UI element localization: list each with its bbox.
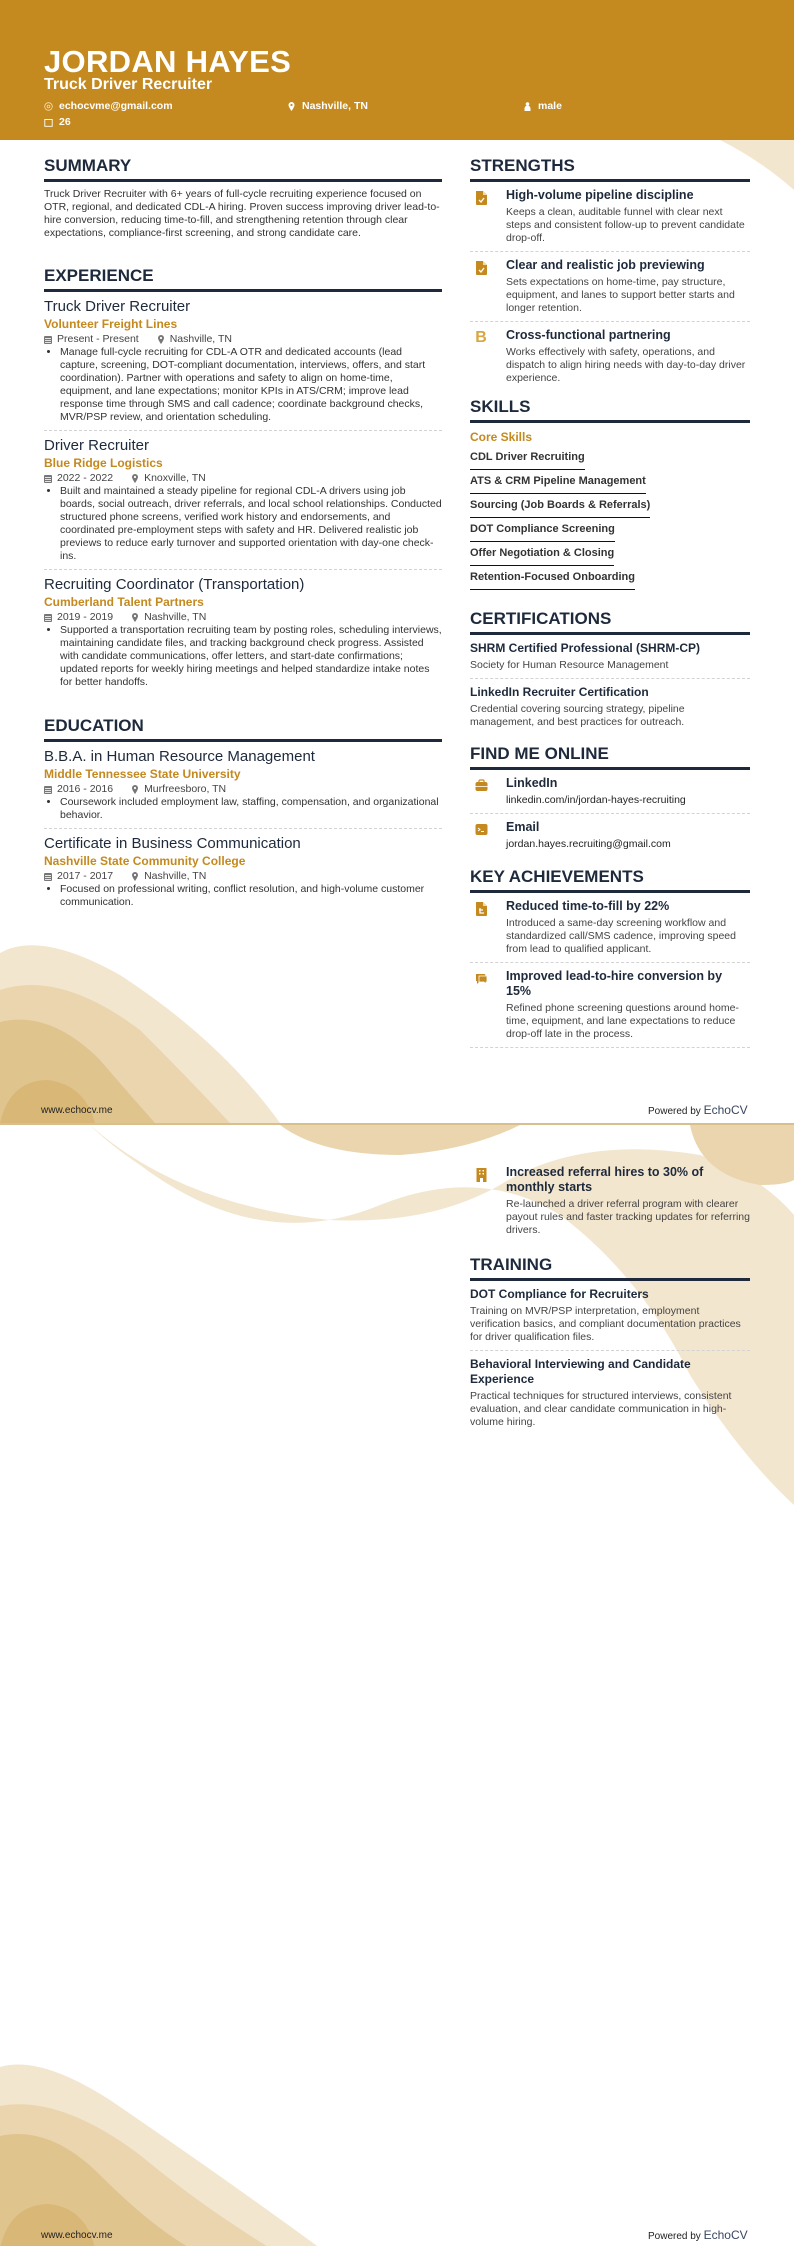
linkedin-link[interactable]: linkedin.com/in/jordan-hayes-recruiting — [506, 794, 686, 806]
achievement-item: Reduced time-to-fill by 22% Introduced a same-day screening workflow and standardized call/SMS cadence, improving speed from lead to qualified applicant. — [470, 899, 750, 956]
education-item — [44, 748, 442, 822]
footer-powered: Powered by EchoCV — [648, 2228, 748, 2242]
divider — [470, 321, 750, 322]
letter-b-icon: B — [475, 329, 487, 346]
training-title: DOT Compliance for Recruiters — [470, 1287, 649, 1301]
online-item-linkedin: LinkedIn linkedin.com/in/jordan-hayes-recruiting — [470, 776, 750, 807]
divider — [470, 1350, 750, 1351]
building-icon — [475, 1167, 488, 1182]
contact-email: echocvme@gmail.com — [44, 100, 173, 112]
degree-title: Certificate in Business Communication — [44, 835, 301, 852]
contact-gender: male — [523, 100, 562, 112]
experience-section — [44, 266, 442, 689]
education-section — [44, 716, 442, 909]
divider — [470, 962, 750, 963]
skill-item: DOT Compliance Screening — [470, 520, 615, 542]
job-dates: 2022 - 2022 — [44, 471, 113, 485]
strength-item: B Cross-functional partnering Works effectively with safety, operations, and dispatch to align hiring needs with day-to-day driver experience. — [475, 328, 746, 384]
section-heading: CERTIFICATIONS — [470, 609, 750, 635]
job-location: Nashville, TN — [157, 332, 232, 346]
job-dates: Present - Present — [44, 332, 139, 346]
job-bullet: • Manage full-cycle recruiting for CDL-A OTR and dedicated accounts (lead capture, screening, DOT-compliant documentation, interviews, offers, and start coordination). Partner with operations and safety to align on home-time, equipment, and lane expectations; monitor KPIs in ATS/CRM; improve lead response time through SMS and call cadence; coordinate background checks, MVR/PSP review, and orientation scheduling. — [60, 346, 442, 424]
echocv-brand: EchoCV — [703, 2228, 748, 2242]
school-name: Middle Tennessee State University — [44, 767, 241, 781]
candidate-name: JORDAN HAYES — [44, 44, 292, 79]
edu-dates: 2017 - 2017 — [44, 869, 113, 883]
skill-item: CDL Driver Recruiting — [470, 448, 585, 470]
resume-header — [0, 0, 794, 140]
divider — [470, 678, 750, 679]
cert-title: LinkedIn Recruiter Certification — [470, 685, 649, 699]
skill-item: Sourcing (Job Boards & Referrals) — [470, 496, 650, 518]
section-heading: STRENGTHS — [470, 156, 750, 182]
company-name: Cumberland Talent Partners — [44, 595, 204, 609]
location-pin-icon — [157, 335, 165, 344]
location-pin-icon — [287, 102, 296, 111]
job-location: Knoxville, TN — [131, 471, 206, 485]
divider — [470, 1047, 750, 1048]
degree-title: B.B.A. in Human Resource Management — [44, 748, 315, 765]
summary-section — [44, 156, 442, 240]
cert-desc: Credential covering sourcing strategy, pipeline management, and best practices for outreach. — [470, 703, 685, 728]
section-heading: KEY ACHIEVEMENTS — [470, 867, 750, 893]
footer-powered: Powered by EchoCV — [648, 1103, 748, 1117]
section-heading: SKILLS — [470, 397, 750, 423]
footer-site: www.echocv.me — [41, 1105, 113, 1116]
edu-dates: 2016 - 2016 — [44, 782, 113, 796]
section-heading: SUMMARY — [44, 156, 442, 182]
edu-location: Murfreesboro, TN — [131, 782, 226, 796]
cert-title: SHRM Certified Professional (SHRM-CP) — [470, 641, 701, 655]
terminal-icon — [475, 822, 488, 837]
company-name: Volunteer Freight Lines — [44, 317, 178, 331]
strength-item: Clear and realistic job previewing Sets expectations on home-time, pay structure, equipment, and lanes to support better starts and longer retention. — [470, 258, 750, 315]
skills-group-label: Core Skills — [470, 430, 533, 444]
training-title: Behavioral Interviewing and Candidate Experience — [470, 1357, 691, 1386]
job-dates: 2019 - 2019 — [44, 610, 113, 624]
experience-item — [44, 437, 442, 563]
achievement-item: Increased referral hires to 30% of monthly starts Re-launched a driver referral program with clearer payout rules and faster tracking updates for referring drivers. — [470, 1165, 750, 1237]
candidate-title: Truck Driver Recruiter — [44, 76, 213, 93]
online-item-email: Email jordan.hayes.recruiting@gmail.com — [470, 820, 750, 851]
experience-item — [44, 576, 442, 689]
divider — [470, 251, 750, 252]
edu-location: Nashville, TN — [131, 869, 206, 883]
find-me-online-section — [470, 744, 750, 851]
calendar-icon — [44, 335, 52, 344]
skill-item: Offer Negotiation & Closing — [470, 544, 614, 566]
divider — [44, 430, 442, 431]
training-desc: Training on MVR/PSP interpretation, employment verification basics, and compliant documentation practices for driver qualification files. — [470, 1305, 741, 1343]
skill-item: ATS & CRM Pipeline Management — [470, 472, 646, 494]
contact-location: Nashville, TN — [287, 100, 368, 112]
skill-item: Retention-Focused Onboarding — [470, 568, 635, 590]
summary-text: Truck Driver Recruiter with 6+ years of full-cycle recruiting experience focused on OTR, regional, and dedicated CDL-A hiring. Proven success improving driver lead-to-hire conversion, reducing time-to-fill, and strengthening retention through clear expectations, compliance-first screening, and strong candidate care. — [44, 188, 440, 239]
key-achievements-section — [470, 867, 750, 1054]
footer-site: www.echocv.me — [41, 2230, 113, 2241]
email-link[interactable]: jordan.hayes.recruiting@gmail.com — [506, 838, 671, 850]
section-heading: TRAINING — [470, 1255, 750, 1281]
skills-section — [470, 397, 750, 591]
cert-desc: Society for Human Resource Management — [470, 659, 669, 671]
document-check-icon — [475, 260, 488, 275]
briefcase-icon — [475, 778, 488, 793]
divider — [44, 569, 442, 570]
calendar-icon — [44, 474, 52, 483]
document-icon — [475, 901, 488, 916]
contact-age: 26 — [44, 116, 71, 128]
school-name: Nashville State Community College — [44, 854, 246, 868]
edu-bullet: • Coursework included employment law, staffing, compensation, and organizational behavior. — [60, 796, 442, 822]
resume-page-2 — [0, 1123, 794, 2246]
location-pin-icon — [131, 785, 139, 794]
section-heading: FIND ME ONLINE — [470, 744, 750, 770]
company-name: Blue Ridge Logistics — [44, 456, 163, 470]
section-heading: EXPERIENCE — [44, 266, 442, 292]
location-pin-icon — [131, 872, 139, 881]
person-icon — [523, 102, 532, 111]
calendar-icon — [44, 613, 52, 622]
job-title: Driver Recruiter — [44, 437, 150, 454]
job-title: Recruiting Coordinator (Transportation) — [44, 576, 305, 593]
key-achievements-continued — [470, 1165, 750, 1237]
training-desc: Practical techniques for structured interviews, consistent evaluation, and clear candidate communication in high-volume hiring. — [470, 1390, 732, 1428]
document-check-icon — [475, 190, 488, 205]
divider — [470, 813, 750, 814]
strength-item: High-volume pipeline discipline Keeps a clean, auditable funnel with clear next steps and consistent follow-up to prevent candidate drop-off. — [470, 188, 750, 245]
section-heading: EDUCATION — [44, 716, 442, 742]
job-title: Truck Driver Recruiter — [44, 298, 191, 315]
training-section — [470, 1255, 750, 1429]
location-pin-icon — [131, 474, 139, 483]
job-bullet: • Built and maintained a steady pipeline for regional CDL-A drivers using job boards, social outreach, driver referrals, and local school relationships. Conducted structured phone screens, verified work history and endorsements, and coordinated pre-employment steps with safety and HR. Delivered realistic job previews to reduce early turnover and supported orientation with day-one check-ins. — [60, 485, 442, 563]
certifications-section — [470, 609, 750, 729]
calendar-icon — [44, 872, 52, 881]
divider — [44, 828, 442, 829]
strengths-section — [470, 156, 750, 385]
education-item — [44, 835, 442, 909]
at-icon — [44, 102, 53, 111]
job-location: Nashville, TN — [131, 610, 206, 624]
chat-bubbles-icon — [475, 971, 488, 986]
edu-bullet: • Focused on professional writing, conflict resolution, and high-volume customer communication. — [60, 883, 442, 909]
calendar-icon — [44, 118, 53, 127]
calendar-icon — [44, 785, 52, 794]
experience-item — [44, 298, 442, 424]
achievement-item: Improved lead-to-hire conversion by 15% Refined phone screening questions around home-time, equipment, and lane expectations to reduce drop-off late in the process. — [470, 969, 750, 1041]
job-bullet: • Supported a transportation recruiting team by posting roles, scheduling interviews, maintaining candidate files, and tracking background check progress. Assisted with candidate communications, offer letters, and start-date confirmations; updated reports for weekly hiring meetings and helped standardize intake notes for better handoffs. — [60, 624, 442, 689]
location-pin-icon — [131, 613, 139, 622]
echocv-brand: EchoCV — [703, 1103, 748, 1117]
